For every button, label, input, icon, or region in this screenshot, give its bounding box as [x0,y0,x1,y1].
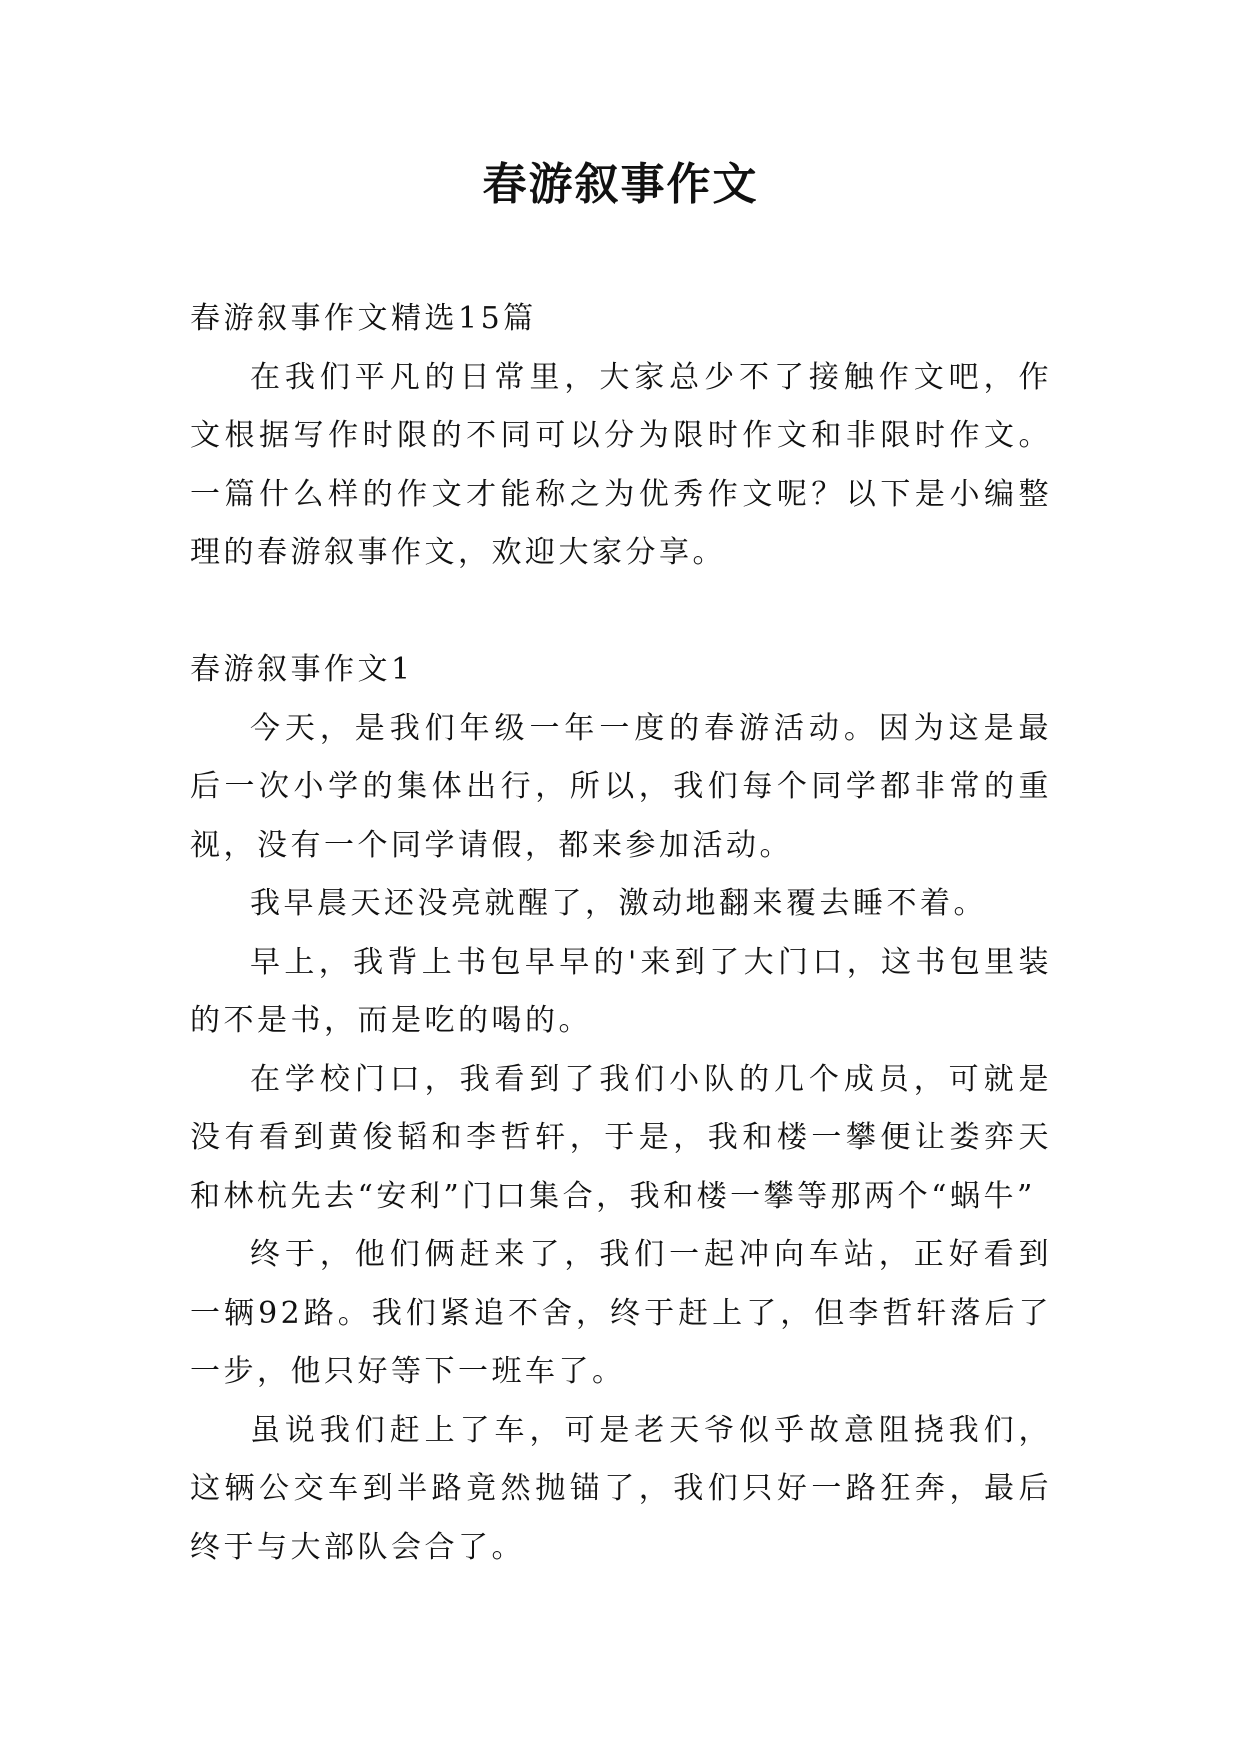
body-paragraph: 在学校门口，我看到了我们小队的几个成员，可就是没有看到黄俊韬和李哲轩，于是，我和楼一攀便让娄弈天和林杭先去“安利”门口集合，我和楼一攀等那两个“蜗牛” [190,1061,1052,1214]
intro-paragraph: 在我们平凡的日常里，大家总少不了接触作文吧，作文根据写作时限的不同可以分为限时作文和非限时作文。一篇什么样的作文才能称之为优秀作文呢？以下是小编整理的春游叙事作文，欢迎大家分享。 [190,359,1052,570]
document-title: 春游叙事作文 [482,159,759,210]
body-paragraph: 终于，他们俩赶来了，我们一起冲向车站，正好看到一辆92路。我们紧追不舍，终于赶上了，但李哲轩落后了一步，他只好等下一班车了。 [190,1237,1052,1389]
body-paragraph: 虽说我们赶上了车，可是老天爷似乎故意阻挠我们，这辆公交车到半路竟然抛锚了，我们只好一路狂奔，最后终于与大部队会合了。 [190,1412,1052,1565]
document-body [190,290,1052,1577]
section-heading: 春游叙事作文1 [190,652,414,687]
section-spacer [190,583,1052,642]
body-paragraph: 我早晨天还没亮就醒了，激动地翻来覆去睡不着。 [250,886,987,921]
body-paragraph: 今天，是我们年级一年一度的春游活动。因为这是最后一次小学的集体出行，所以，我们每个同学都非常的重视，没有一个同学请假，都来参加活动。 [190,710,1052,863]
document-subtitle: 春游叙事作文精选15篇 [190,301,537,336]
body-paragraph: 早上，我背上书包早早的'来到了大门口，这书包里装的不是书，而是吃的喝的。 [190,944,1052,1038]
